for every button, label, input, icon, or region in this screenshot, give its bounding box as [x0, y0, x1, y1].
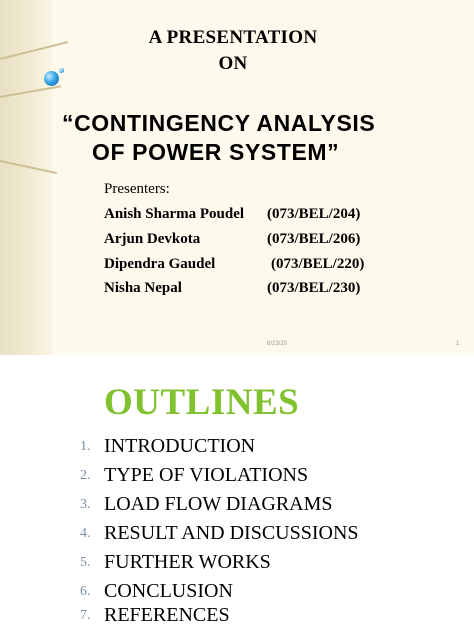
- presenter-id: (073/BEL/230): [267, 280, 361, 296]
- presenter-name: Arjun Devkota: [104, 231, 201, 247]
- list-item-text: INTRODUCTION: [104, 435, 256, 457]
- presentation-label: A PRESENTATION: [148, 27, 318, 48]
- list-item-number: 5.: [80, 555, 91, 570]
- list-item-number: 1.: [80, 439, 91, 454]
- list-item-text: CONCLUSION: [104, 580, 233, 602]
- presenter-row: [104, 280, 424, 302]
- slide-page-number: 1: [456, 341, 460, 347]
- list-item-number: 2.: [80, 468, 91, 483]
- presenter-id: (073/BEL/204): [267, 206, 361, 222]
- presentation-on-label: ON: [218, 53, 248, 74]
- list-item-text: FURTHER WORKS: [104, 551, 271, 573]
- presenter-name: Nisha Nepal: [104, 280, 182, 296]
- outlines-heading: OUTLINES: [104, 382, 300, 423]
- list-item-number: 4.: [80, 526, 91, 541]
- list-item-number: 6.: [80, 584, 91, 599]
- list-item-text: REFERENCES: [104, 604, 230, 626]
- presenters-label: Presenters:: [104, 181, 170, 197]
- presenter-id: (073/BEL/206): [267, 231, 361, 247]
- presenter-name: Dipendra Gaudel: [104, 256, 216, 272]
- main-title-line-2: OF POWER SYSTEM”: [92, 139, 340, 165]
- list-item-text: RESULT AND DISCUSSIONS: [104, 522, 359, 544]
- presenter-row: [104, 231, 424, 253]
- presenter-id: (073/BEL/220): [271, 256, 365, 272]
- list-item-number: 3.: [80, 497, 91, 512]
- presenter-row: [104, 206, 424, 228]
- list-item-text: TYPE OF VIOLATIONS: [104, 464, 309, 486]
- main-title-line-1: “CONTINGENCY ANALYSIS: [62, 110, 376, 136]
- slide-date: 8/23/20: [267, 341, 288, 347]
- list-item-text: LOAD FLOW DIAGRAMS: [104, 493, 333, 515]
- list-item-number: 7.: [80, 608, 91, 623]
- presenter-row: [104, 256, 424, 278]
- presenter-name: Anish Sharma Poudel: [104, 206, 245, 222]
